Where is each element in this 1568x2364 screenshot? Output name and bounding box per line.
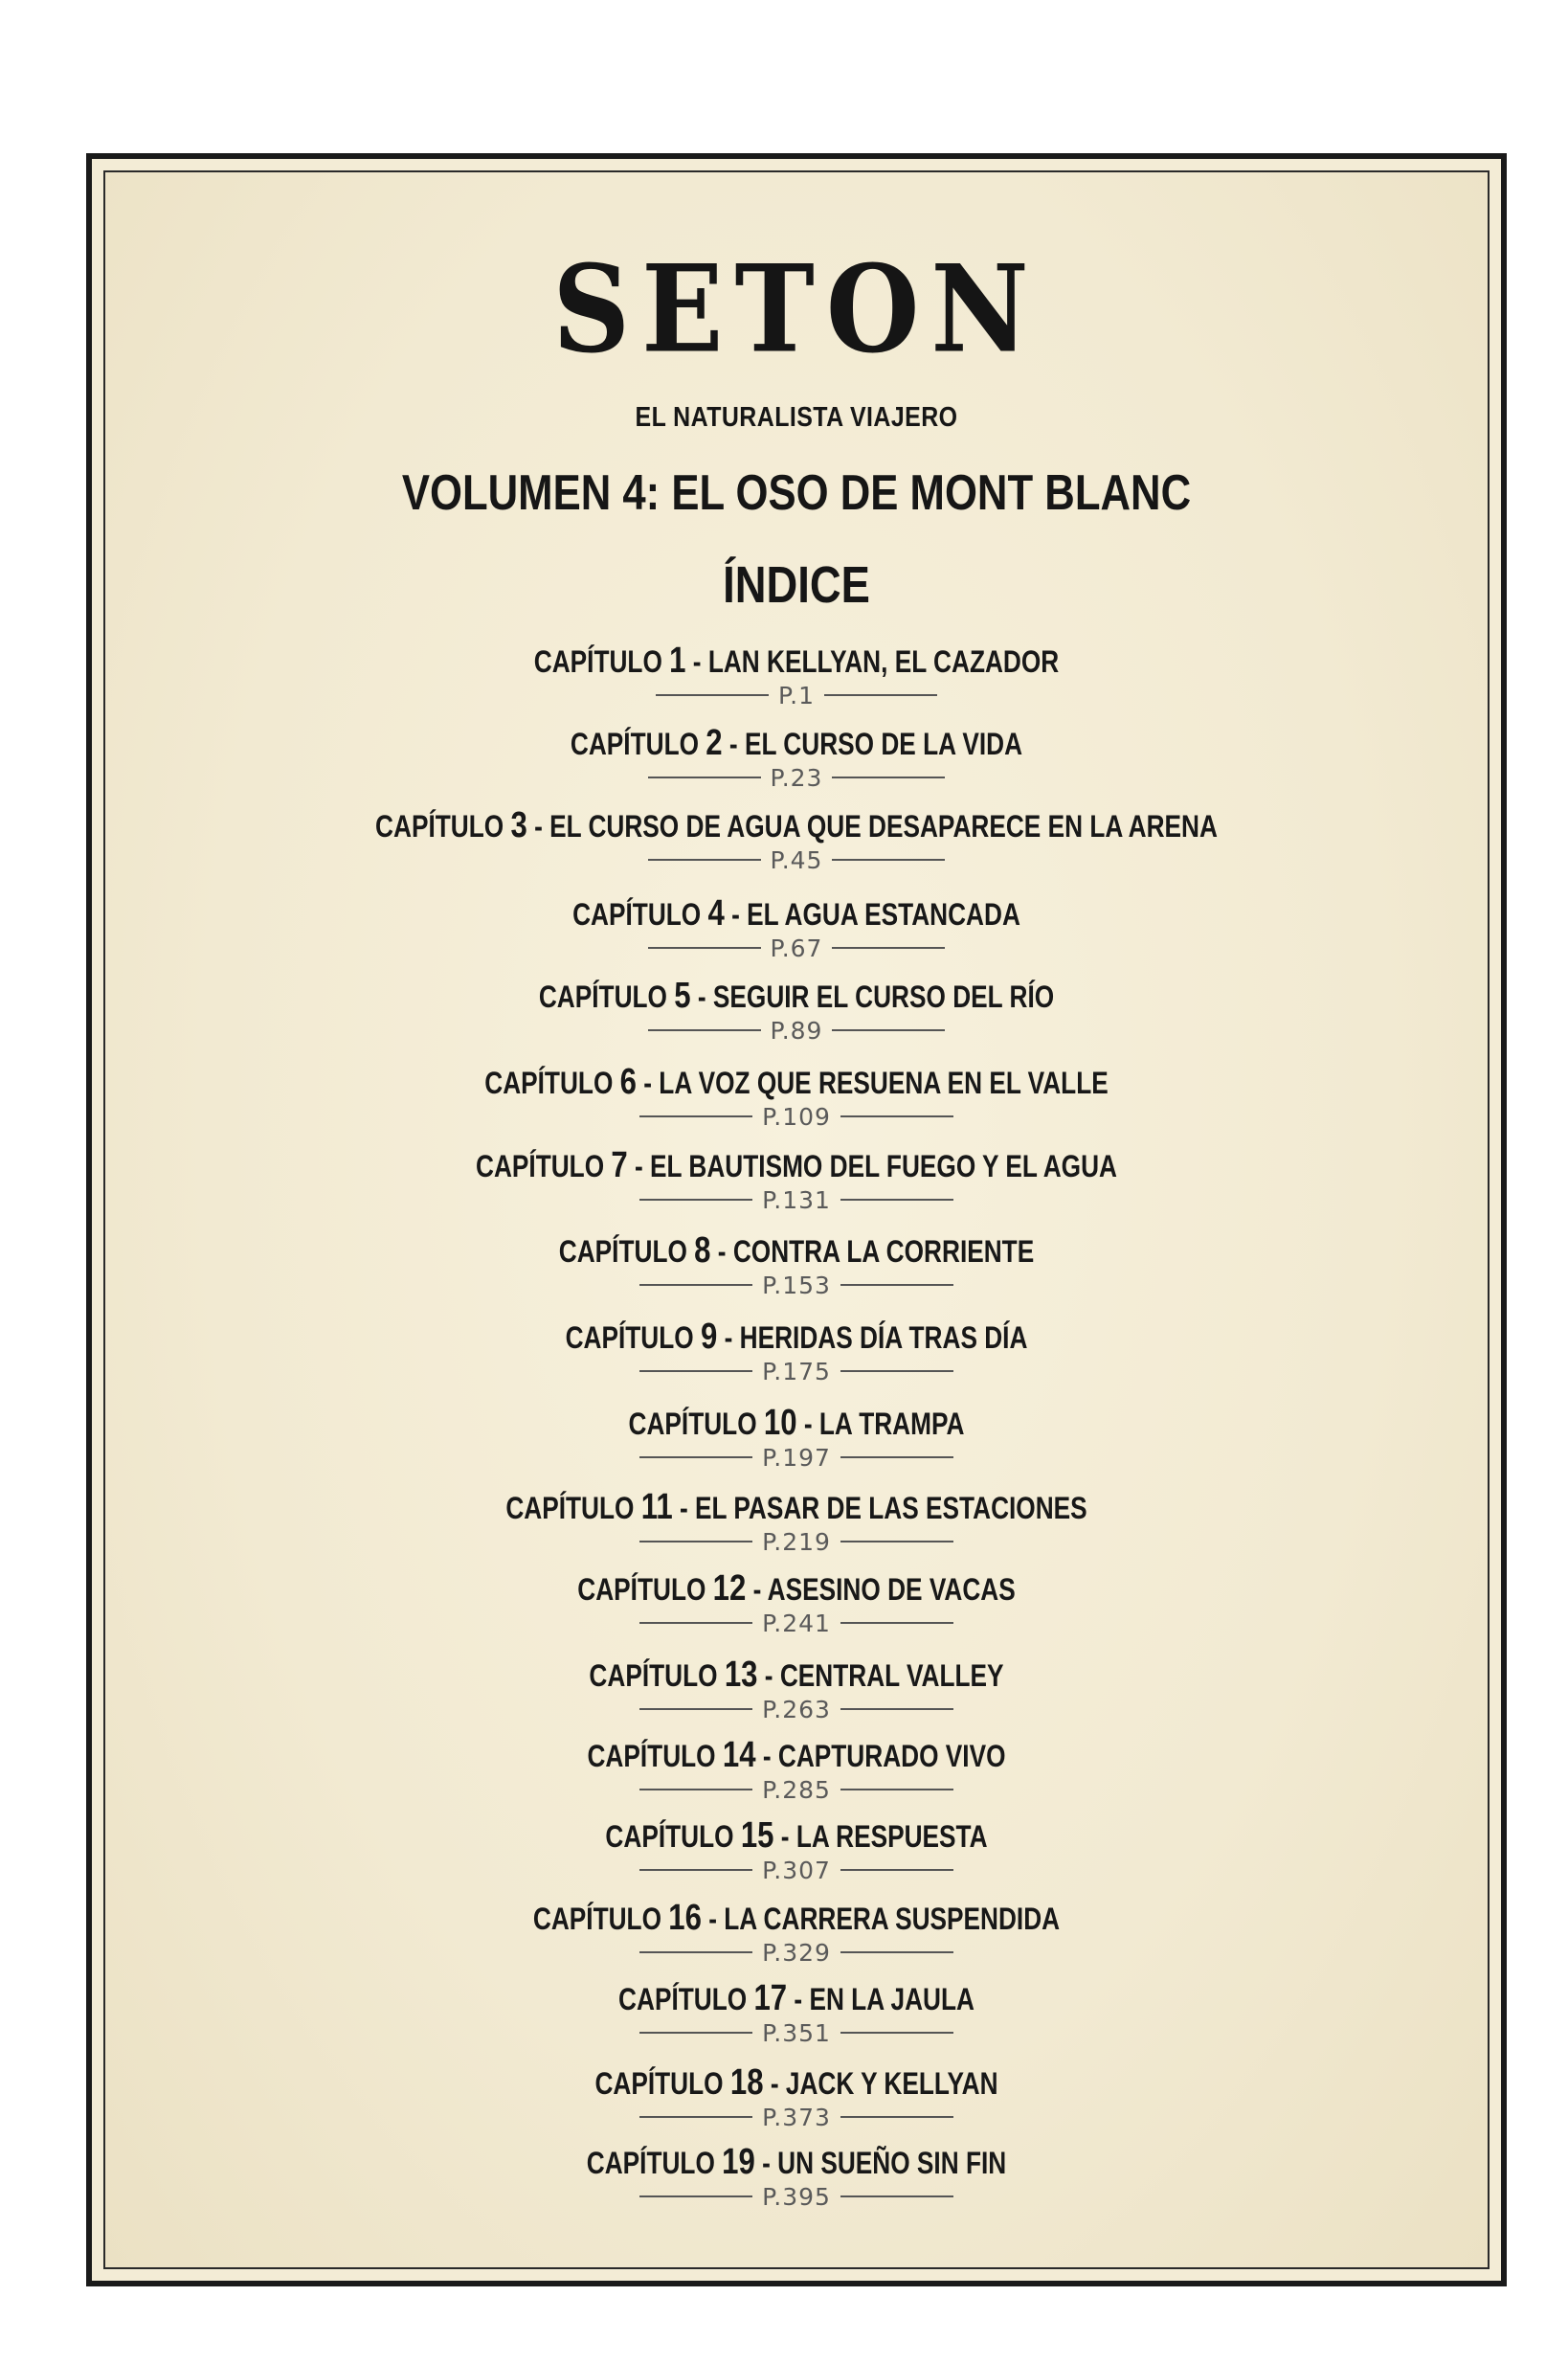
toc-page-line: [105, 1609, 1488, 1637]
toc-chapter-line: [230, 2143, 1363, 2182]
toc-page-number: P.285: [762, 1775, 831, 1804]
toc-rule-right: [840, 1708, 953, 1710]
toc-chapter-line: [230, 1146, 1363, 1185]
toc-entry: [105, 1404, 1488, 1472]
volume-title: VOLUMEN 4: EL OSO DE MONT BLANC: [401, 465, 1192, 521]
toc-chapter-title: - EL BAUTISMO DEL FUEGO Y EL AGUA: [635, 1149, 1117, 1183]
toc-rule-right: [840, 1456, 953, 1458]
toc-rule-right: [840, 1869, 953, 1871]
toc-rule-right: [840, 1541, 953, 1542]
toc-chapter-title: - LAN KELLYAN, EL CAZADOR: [692, 644, 1060, 679]
series-logo: [105, 239, 1488, 380]
toc-chapter-title: - CAPTURADO VIVO: [762, 1739, 1006, 1773]
toc-entry: [105, 724, 1488, 792]
toc-chapter-label: CAPÍTULO: [605, 1819, 734, 1854]
toc-page-line: [105, 934, 1488, 962]
toc-entry: [105, 1488, 1488, 1556]
toc-page-line: [105, 2182, 1488, 2211]
toc-chapter-number: 3: [510, 805, 527, 845]
toc-rule-right: [840, 1951, 953, 1953]
toc-chapter-line: [230, 724, 1363, 763]
toc-chapter-line: [230, 1899, 1363, 1938]
toc-chapter-title: - SEGUIR EL CURSO DEL RÍO: [697, 979, 1055, 1014]
toc-chapter-title: - UN SUEÑO SIN FIN: [762, 2146, 1007, 2180]
toc-page-line: [105, 2018, 1488, 2047]
toc-chapter-label: CAPÍTULO: [587, 1739, 716, 1773]
toc-page-number: P.395: [762, 2182, 831, 2211]
toc-rule-right: [832, 777, 945, 778]
toc-page-number: P.329: [762, 1938, 831, 1967]
toc-chapter-number: 14: [722, 1735, 756, 1775]
toc-chapter-label: CAPÍTULO: [484, 1066, 614, 1100]
toc-chapter-number: 12: [712, 1568, 747, 1609]
toc-rule-left: [639, 1622, 752, 1624]
toc-chapter-number: 11: [640, 1487, 673, 1527]
toc-chapter-title: - LA TRAMPA: [803, 1407, 965, 1441]
toc-page-number: P.263: [762, 1695, 831, 1723]
toc-chapter-number: 2: [706, 723, 723, 763]
toc-chapter-title: - LA VOZ QUE RESUENA EN EL VALLE: [643, 1066, 1109, 1100]
toc-chapter-line: [230, 1063, 1363, 1102]
toc-page-line: [105, 1443, 1488, 1472]
toc-page-number: P.67: [770, 934, 823, 962]
toc-rule-left: [648, 777, 761, 778]
toc-chapter-number: 13: [724, 1655, 758, 1695]
toc-entry: [105, 2063, 1488, 2131]
toc-rule-left: [639, 1789, 752, 1790]
toc-chapter-number: 7: [611, 1145, 628, 1185]
toc-chapter-label: CAPÍTULO: [628, 1407, 757, 1441]
toc-chapter-label: CAPÍTULO: [532, 1902, 661, 1936]
toc-chapter-label: CAPÍTULO: [589, 1658, 718, 1693]
toc-chapter-title: - EN LA JAULA: [794, 1982, 974, 2016]
toc-entry: [105, 977, 1488, 1045]
toc-chapter-label: CAPÍTULO: [570, 727, 700, 761]
toc-rule-left: [656, 694, 769, 696]
toc-rule-right: [840, 1199, 953, 1201]
toc-chapter-line: [230, 1816, 1363, 1856]
toc-chapter-title: - EL AGUA ESTANCADA: [731, 897, 1020, 932]
toc-chapter-number: 5: [674, 976, 691, 1016]
toc-chapter-number: 19: [722, 2142, 755, 2182]
toc-rule-left: [648, 1029, 761, 1031]
toc-page-line: [105, 1695, 1488, 1723]
toc-page-line: [105, 1938, 1488, 1967]
toc-page-number: P.175: [762, 1357, 831, 1385]
toc-page-number: P.1: [777, 681, 816, 709]
toc-chapter-number: 17: [753, 1978, 788, 2018]
series-subtitle: EL NATURALISTA VIAJERO: [635, 402, 958, 433]
toc-chapter-title: - ASESINO DE VACAS: [752, 1572, 1016, 1607]
toc-entry: [105, 1899, 1488, 1967]
toc-chapter-number: 15: [740, 1815, 774, 1856]
toc-page-number: P.197: [762, 1443, 831, 1472]
toc-chapter-number: 4: [707, 893, 725, 934]
toc-chapter-line: [230, 1488, 1363, 1527]
toc-rule-right: [840, 2116, 953, 2118]
page-frame-outer: [86, 153, 1507, 2286]
toc-chapter-line: [230, 1231, 1363, 1271]
toc-page-line: [105, 1271, 1488, 1299]
toc-chapter-title: - LA RESPUESTA: [780, 1819, 988, 1854]
toc-rule-left: [639, 2195, 752, 2197]
toc-page-line: [105, 1102, 1488, 1131]
toc-rule-left: [648, 859, 761, 861]
toc-chapter-number: 9: [700, 1317, 718, 1357]
toc-page-number: P.89: [770, 1016, 823, 1045]
series-logo-text: SETON: [552, 239, 1041, 380]
toc-page-line: [105, 1016, 1488, 1045]
toc-page-line: [105, 2103, 1488, 2131]
toc-page-number: P.307: [762, 1856, 831, 1884]
toc-page-line: [105, 1856, 1488, 1884]
toc-page-number: P.131: [762, 1185, 831, 1214]
toc-page-number: P.373: [762, 2103, 831, 2131]
toc-chapter-number: 18: [729, 2062, 764, 2103]
toc-page-number: P.241: [762, 1609, 831, 1637]
toc-entry: [105, 1816, 1488, 1884]
toc-chapter-line: [230, 977, 1363, 1016]
toc-page-number: P.45: [770, 845, 823, 874]
toc-rule-left: [639, 1869, 752, 1871]
toc-chapter-label: CAPÍTULO: [476, 1149, 605, 1183]
toc-chapter-line: [230, 1655, 1363, 1695]
toc-rule-left: [639, 1199, 752, 1201]
toc-chapter-line: [230, 2063, 1363, 2103]
toc-chapter-title: - JACK Y KELLYAN: [770, 2066, 998, 2101]
toc-chapter-line: [230, 1317, 1363, 1357]
toc-rule-right: [840, 1284, 953, 1286]
toc-entry: [105, 1231, 1488, 1299]
toc-entry: [105, 1979, 1488, 2047]
toc-chapter-line: [230, 806, 1363, 845]
toc-rule-right: [832, 859, 945, 861]
toc-chapter-label: CAPÍTULO: [577, 1572, 706, 1607]
toc-rule-right: [832, 947, 945, 949]
toc-chapter-title: - EL PASAR DE LAS ESTACIONES: [679, 1491, 1087, 1525]
index-heading: ÍNDICE: [723, 556, 870, 614]
toc-rule-left: [639, 1115, 752, 1117]
toc-chapter-title: - EL CURSO DE LA VIDA: [728, 727, 1023, 761]
toc-chapter-number: 16: [668, 1898, 702, 1938]
toc-rule-right: [824, 694, 937, 696]
toc-rule-right: [840, 1622, 953, 1624]
toc-page-line: [105, 1357, 1488, 1385]
page-frame-inner: [103, 170, 1490, 2269]
toc-rule-left: [639, 1708, 752, 1710]
toc-chapter-line: [230, 1736, 1363, 1775]
toc-entry: [105, 894, 1488, 962]
toc-rule-left: [639, 1541, 752, 1542]
toc-rule-left: [639, 2032, 752, 2034]
toc-chapter-title: - CONTRA LA CORRIENTE: [717, 1234, 1035, 1269]
toc-entry: [105, 1655, 1488, 1723]
toc-rule-right: [840, 2032, 953, 2034]
toc-chapter-label: CAPÍTULO: [572, 897, 702, 932]
toc-entry: [105, 1317, 1488, 1385]
toc-page-line: [105, 1185, 1488, 1214]
toc-chapter-title: - EL CURSO DE AGUA QUE DESAPARECE EN LA ARENA: [534, 809, 1218, 844]
toc-chapter-label: CAPÍTULO: [618, 1982, 748, 2016]
toc-page-line: [105, 681, 1488, 709]
toc-entry: [105, 806, 1488, 874]
toc-chapter-label: CAPÍTULO: [586, 2146, 715, 2180]
toc-rule-left: [639, 2116, 752, 2118]
toc-rule-right: [840, 1370, 953, 1372]
toc-chapter-line: [230, 642, 1363, 681]
toc-chapter-label: CAPÍTULO: [558, 1234, 687, 1269]
toc-rule-left: [639, 1284, 752, 1286]
toc-rule-right: [832, 1029, 945, 1031]
toc-page-line: [105, 763, 1488, 792]
toc-chapter-number: 6: [619, 1062, 637, 1102]
toc-rule-left: [639, 1370, 752, 1372]
toc-chapter-label: CAPÍTULO: [594, 2066, 724, 2101]
toc-page-number: P.219: [762, 1527, 831, 1556]
toc-chapter-number: 8: [694, 1230, 711, 1271]
toc-rule-right: [840, 1789, 953, 1790]
toc-chapter-label: CAPÍTULO: [375, 809, 504, 844]
toc-rule-left: [639, 1951, 752, 1953]
toc-chapter-label: CAPÍTULO: [565, 1320, 694, 1355]
toc-chapter-line: [230, 1569, 1363, 1609]
toc-chapter-label: CAPÍTULO: [533, 644, 662, 679]
toc-chapter-line: [230, 1979, 1363, 2018]
toc-entry: [105, 642, 1488, 709]
toc-rule-right: [840, 1115, 953, 1117]
toc-chapter-title: - HERIDAS DÍA TRAS DÍA: [724, 1320, 1028, 1355]
toc-chapter-title: - LA CARRERA SUSPENDIDA: [708, 1902, 1061, 1936]
toc-entry: [105, 1569, 1488, 1637]
toc-entry: [105, 1146, 1488, 1214]
toc-entry: [105, 1063, 1488, 1131]
toc-page-number: P.351: [762, 2018, 831, 2047]
toc-rule-left: [648, 947, 761, 949]
toc-entry: [105, 2143, 1488, 2211]
toc-chapter-label: CAPÍTULO: [505, 1491, 635, 1525]
toc-page-line: [105, 845, 1488, 874]
toc-page-number: P.153: [762, 1271, 831, 1299]
toc-rule-right: [840, 2195, 953, 2197]
toc-chapter-title: - CENTRAL VALLEY: [764, 1658, 1004, 1693]
toc-page-line: [105, 1775, 1488, 1804]
toc-chapter-line: [230, 1404, 1363, 1443]
toc-chapter-number: 1: [669, 641, 686, 681]
toc-page-number: P.23: [770, 763, 823, 792]
toc-page-line: [105, 1527, 1488, 1556]
toc-page-number: P.109: [762, 1102, 831, 1131]
toc-chapter-label: CAPÍTULO: [538, 979, 667, 1014]
toc-chapter-line: [230, 894, 1363, 934]
toc-entry: [105, 1736, 1488, 1804]
toc-rule-left: [639, 1456, 752, 1458]
toc-chapter-number: 10: [763, 1403, 797, 1443]
